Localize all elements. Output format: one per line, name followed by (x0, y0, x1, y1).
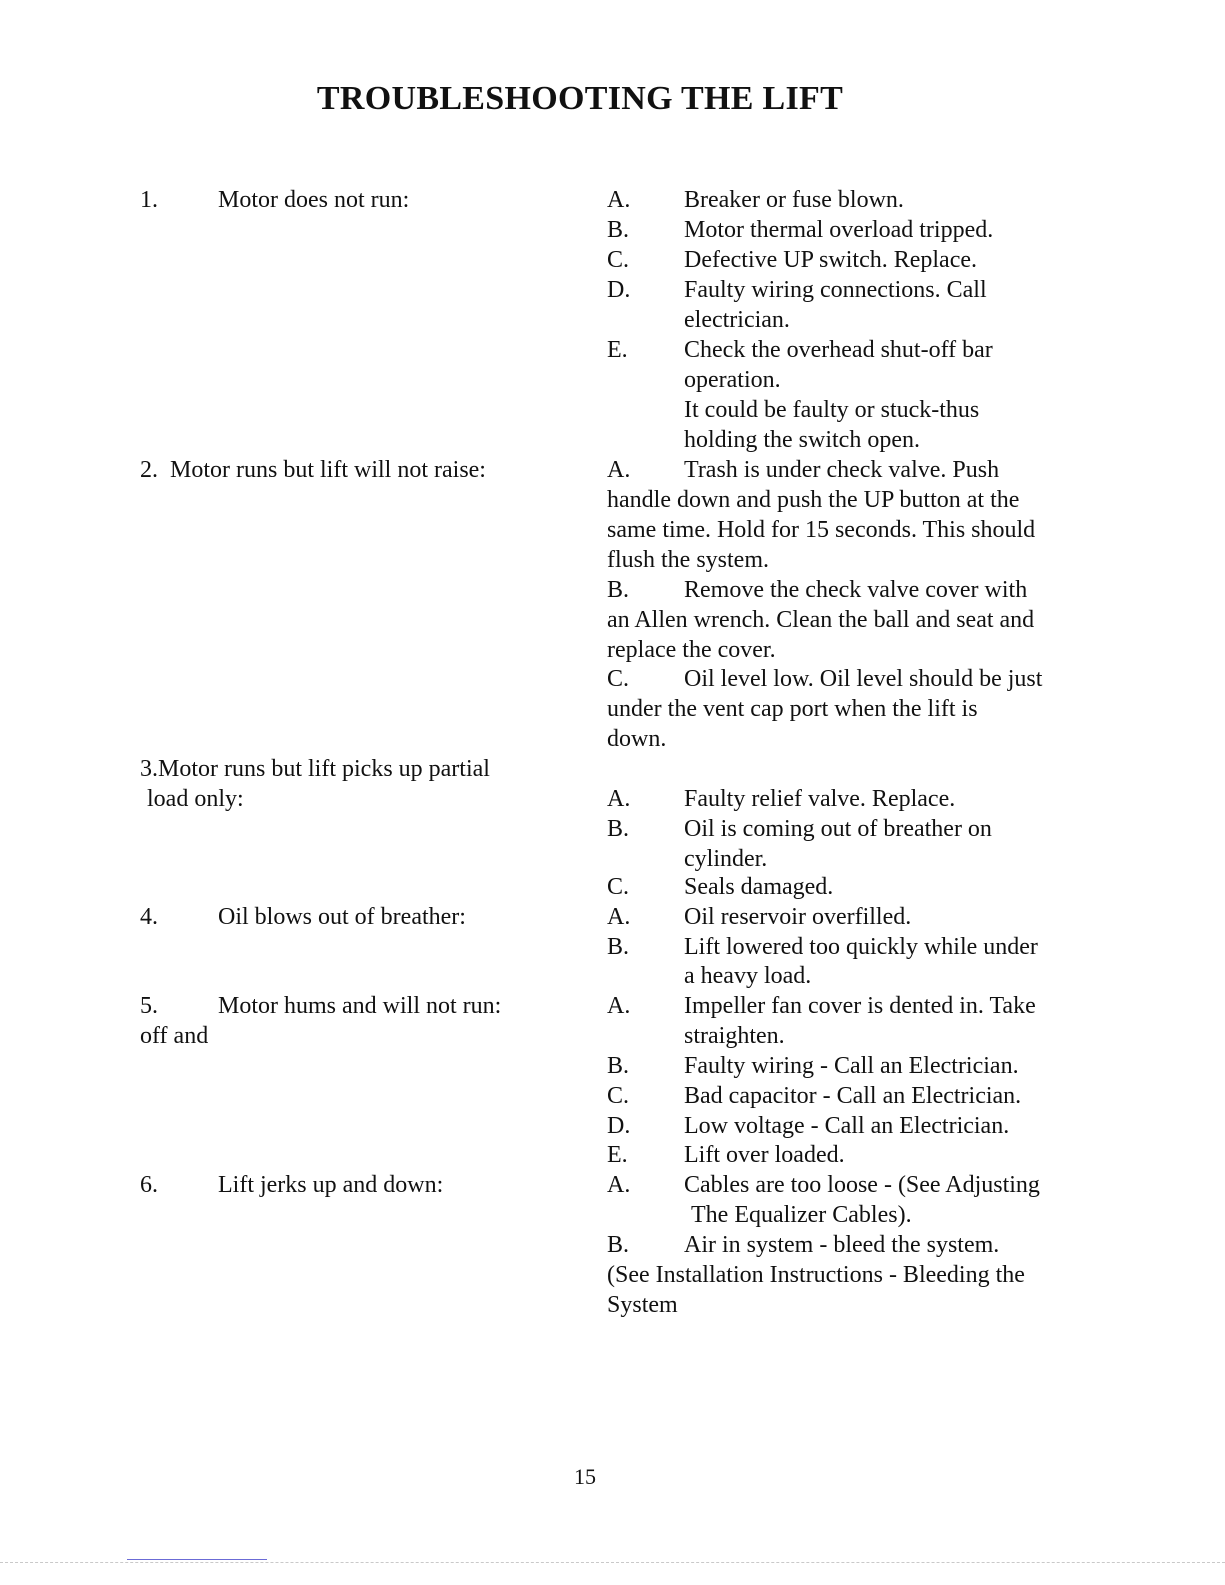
issue-2-title: 2. Motor runs but lift will not raise: (140, 457, 486, 483)
issue-5-cause-e-letter: E. (607, 1142, 628, 1168)
issue-2-cause-a-text-cont: handle down and push the UP button at the (607, 487, 1020, 513)
issue-1-cause-b-letter: B. (607, 217, 630, 243)
issue-3-cause-c-text: Seals damaged. (684, 874, 834, 900)
issue-2-cause-a-text-cont: same time. Hold for 15 seconds. This should (607, 517, 1036, 543)
issue-2-cause-b-letter: B. (607, 577, 630, 603)
issue-3-title-cont: load only: (147, 786, 244, 812)
issue-1-cause-c-letter: C. (607, 247, 630, 273)
issue-3-cause-c-letter: C. (607, 874, 630, 900)
footer-divider (0, 1562, 1225, 1563)
issue-6-cause-b-text-cont: (See Installation Instructions - Bleeding the (607, 1262, 1025, 1288)
issue-1-cause-e-text-cont: operation. (684, 367, 781, 393)
issue-1-cause-d-text-cont: electrician. (684, 307, 790, 333)
issue-3-cause-b-letter: B. (607, 816, 630, 842)
issue-5-cause-c-text: Bad capacitor - Call an Electrician. (684, 1083, 1022, 1109)
issue-6-cause-a-text: Cables are too loose - (See Adjusting (684, 1172, 1040, 1198)
issue-1-cause-e-letter: E. (607, 337, 628, 363)
issue-2-cause-c-text-cont: under the vent cap port when the lift is (607, 696, 978, 722)
issue-4-cause-b-letter: B. (607, 934, 630, 960)
issue-5-cause-b-text: Faulty wiring - Call an Electrician. (684, 1053, 1019, 1079)
issue-6-number: 6. (140, 1172, 158, 1198)
issue-2-cause-a-letter: A. (607, 457, 631, 483)
issue-2-cause-b-text-cont: an Allen wrench. Clean the ball and seat and (607, 607, 1035, 633)
issue-6-cause-a-text-cont: The Equalizer Cables). (691, 1202, 912, 1228)
issue-5-cause-e-text: Lift over loaded. (684, 1142, 845, 1168)
issue-6-title: Lift jerks up and down: (218, 1172, 444, 1198)
issue-4-cause-b-text-cont: a heavy load. (684, 963, 812, 989)
issue-2-cause-b-text-cont: replace the cover. (607, 637, 776, 663)
issue-3-cause-b-text: Oil is coming out of breather on (684, 816, 992, 842)
issue-2-cause-a-text: Trash is under check valve. Push (684, 457, 1000, 483)
issue-1-cause-d-text: Faulty wiring connections. Call (684, 277, 987, 303)
issue-6-cause-b-letter: B. (607, 1232, 630, 1258)
issue-1-title: Motor does not run: (218, 187, 410, 213)
issue-1-number: 1. (140, 187, 158, 213)
issue-1-cause-e-text-cont: It could be faulty or stuck-thus (684, 397, 980, 423)
issue-5-cause-a-text-cont: off and (140, 1023, 209, 1049)
issue-4-cause-b-text: Lift lowered too quickly while under (684, 934, 1038, 960)
issue-1-cause-c-text: Defective UP switch. Replace. (684, 247, 978, 273)
issue-5-cause-d-text: Low voltage - Call an Electrician. (684, 1113, 1010, 1139)
issue-1-cause-e-text: Check the overhead shut-off bar (684, 337, 993, 363)
issue-3-cause-a-text: Faulty relief valve. Replace. (684, 786, 956, 812)
issue-1-cause-d-letter: D. (607, 277, 631, 303)
issue-4-cause-a-text: Oil reservoir overfilled. (684, 904, 912, 930)
issue-6-cause-b-text: Air in system - bleed the system. (684, 1232, 1000, 1258)
issue-1-cause-a-text: Breaker or fuse blown. (684, 187, 904, 213)
issue-5-cause-a-letter: A. (607, 993, 631, 1019)
page-title: TROUBLESHOOTING THE LIFT (316, 80, 844, 117)
issue-5-cause-d-letter: D. (607, 1113, 631, 1139)
issue-2-cause-c-text-cont: down. (607, 726, 667, 752)
issue-6-cause-a-letter: A. (607, 1172, 631, 1198)
issue-1-cause-b-text: Motor thermal overload tripped. (684, 217, 994, 243)
footer-link-underline (127, 1559, 267, 1560)
issue-5-cause-a-text: Impeller fan cover is dented in. Take (684, 993, 1036, 1019)
issue-4-title: Oil blows out of breather: (218, 904, 466, 930)
issue-3-cause-b-text-cont: cylinder. (684, 846, 768, 872)
issue-5-title: Motor hums and will not run: (218, 993, 502, 1019)
issue-6-cause-b-text-cont: System (607, 1292, 678, 1318)
issue-2-cause-b-text: Remove the check valve cover with (684, 577, 1028, 603)
issue-2-cause-c-letter: C. (607, 666, 630, 692)
issue-1-cause-e-text-cont: holding the switch open. (684, 427, 920, 453)
page-number: 15 (574, 1464, 596, 1489)
issue-3-title: 3.Motor runs but lift picks up partial (140, 756, 490, 782)
issue-5-cause-b-letter: B. (607, 1053, 630, 1079)
issue-4-cause-a-letter: A. (607, 904, 631, 930)
issue-3-cause-a-letter: A. (607, 786, 631, 812)
issue-5-cause-a-text-cont: straighten. (684, 1023, 785, 1049)
issue-5-cause-c-letter: C. (607, 1083, 630, 1109)
issue-5-number: 5. (140, 993, 158, 1019)
issue-2-cause-c-text: Oil level low. Oil level should be just (684, 666, 1043, 692)
issue-4-number: 4. (140, 904, 158, 930)
issue-2-cause-a-text-cont: flush the system. (607, 547, 769, 573)
issue-1-cause-a-letter: A. (607, 187, 631, 213)
